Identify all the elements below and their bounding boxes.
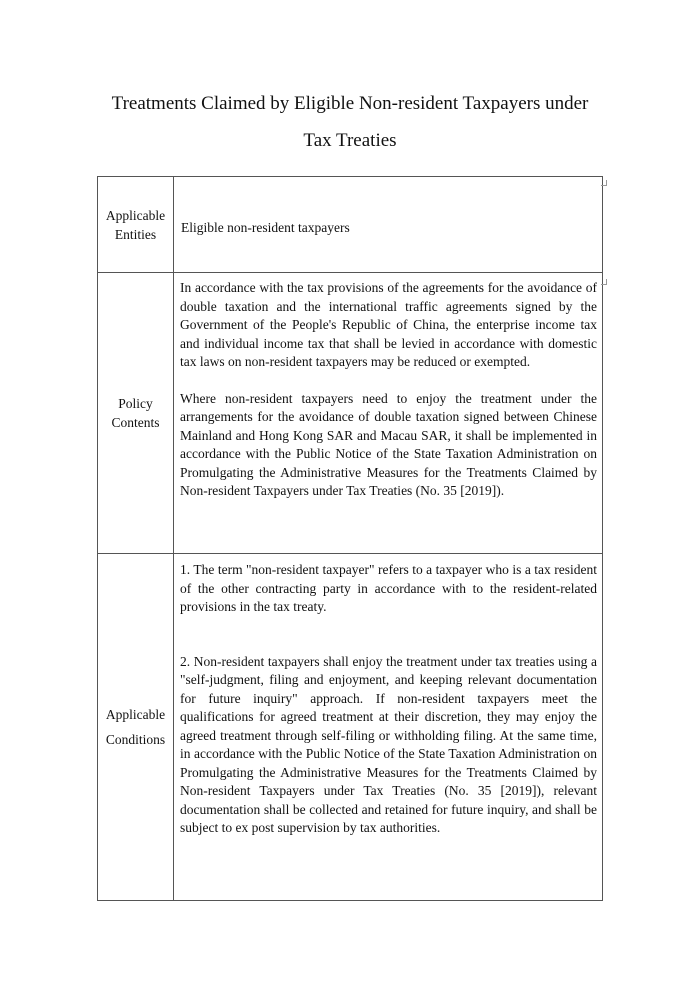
table-row-applicable-entities (98, 177, 603, 273)
entities-text: Eligible non-resident taxpayers (181, 220, 350, 235)
row-label-cell (98, 273, 174, 554)
row-label-line: Applicable (105, 207, 166, 223)
condition-paragraph: 2. Non-resident taxpayers shall enjoy the treatment under tax treaties using a "self-judgment, filing and enjoyment, and keeping relevant documentation for future inquiry" approach. If non-resident taxpayers meet the qualifications for agreed treatment at their discretion, they may enjoy the agreed treatment through self-filing or withholding filing. At the same time, in accordance with the Public Notice of the State Taxation Administration on Promulgating the Administrative Measures for the Treatments Claimed by Non-resident Taxpayers under Tax Treaties (No. 35 [2019]), relevant documentation shall be collected and retained for future inquiry, and shall be subject to ex post supervision by tax authorities. (180, 653, 597, 835)
table-row-policy-contents (98, 273, 603, 554)
row-label-line: Applicable (105, 707, 166, 722)
condition-paragraph: 1. The term "non-resident taxpayer" refers to a taxpayer who is a tax resident of the other contracting party in accordance with to the resident-related provisions in the tax treaty. (180, 562, 597, 614)
row-value-cell (174, 177, 603, 273)
document-title-line-2: Tax Treaties (303, 130, 397, 151)
row-value-cell (174, 273, 603, 554)
row-label-line: Entities (114, 226, 157, 242)
document-title-line-1: Treatments Claimed by Eligible Non-resident Taxpayers under (111, 93, 589, 114)
policy-paragraph: In accordance with the tax provisions of the agreements for the avoidance of double taxation and the international traffic agreements signed by the Government of the People's Republic of China, the enterprise income tax and individual income tax that shall be levied in accordance with domestic tax laws on non-resident taxpayers may be reduced or exempted. (180, 280, 597, 369)
row-label-cell (98, 554, 174, 901)
row-label-line: Policy (118, 396, 153, 411)
row-label-line: Contents (111, 415, 160, 430)
cell-end-mark (601, 180, 607, 186)
row-value-cell (174, 554, 603, 901)
table-row-applicable-conditions (98, 554, 603, 901)
row-label-cell (98, 177, 174, 273)
cell-end-mark (601, 279, 607, 285)
policy-table (97, 176, 603, 901)
policy-paragraph: Where non-resident taxpayers need to enjoy the treatment under the arrangements for the avoidance of double taxation signed between Chinese Mainland and Hong Kong SAR and Macau SAR, it shall be implemented in accordance with the Public Notice of the State Taxation Administration on Promulgating the Administrative Measures for the Treatments Claimed by Non-resident Taxpayers under Tax Treaties (No. 35 [2019]). (180, 390, 597, 498)
row-label-line: Conditions (105, 732, 166, 747)
